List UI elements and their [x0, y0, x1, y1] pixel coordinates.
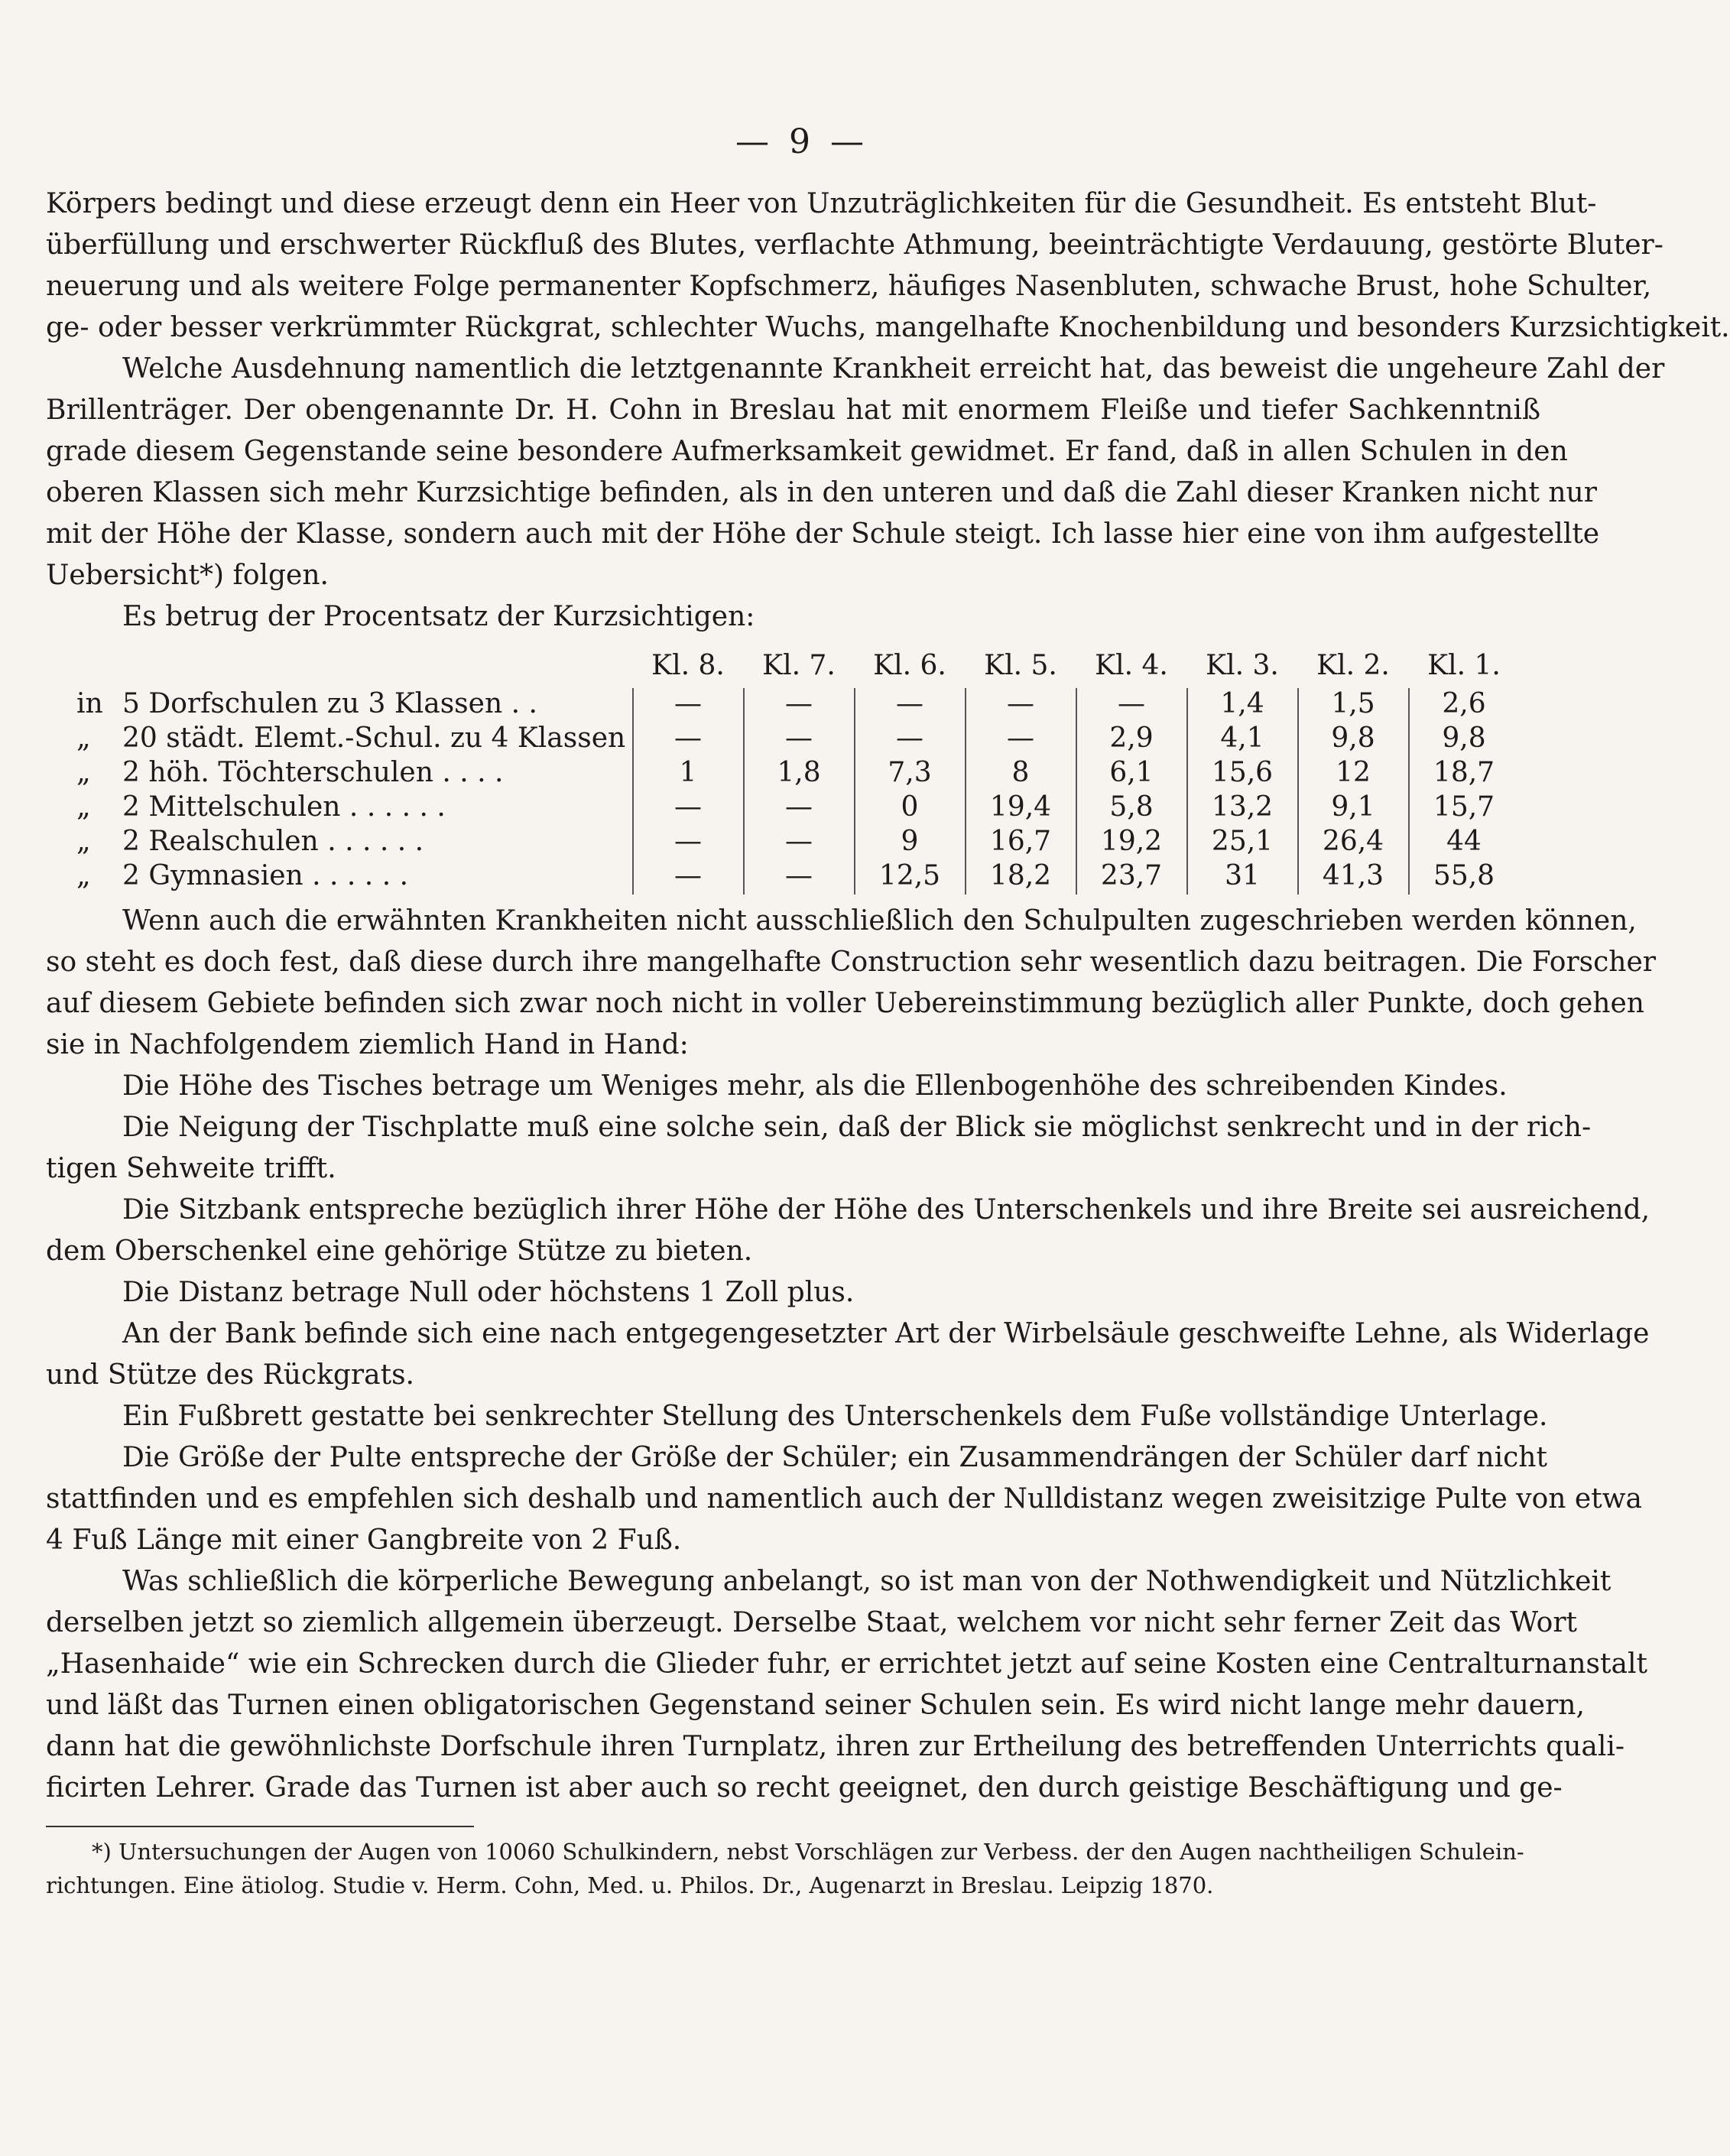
table-cell: 12,5 — [878, 860, 941, 891]
row-label: 2 Realschulen . . . . . . — [122, 826, 424, 857]
table-cell: — — [896, 722, 923, 754]
table-cell: 41,3 — [1322, 860, 1384, 891]
footnote-line: *) Untersuchungen der Augen von 10060 Schulkindern, nebst Vorschlägen zur Verbess. der den Augen nachtheiligen Schulein- — [92, 1839, 1524, 1865]
table-header-cell: Kl. 6. — [873, 650, 946, 681]
table-cell: 16,7 — [989, 826, 1052, 857]
table-cell: 15,7 — [1433, 791, 1495, 823]
table-cell: — — [674, 860, 702, 891]
table-cell: 9 — [901, 826, 919, 857]
table-cell: 4,1 — [1220, 722, 1264, 754]
table-cell: 9,8 — [1331, 722, 1375, 754]
table-column-rule — [1076, 688, 1077, 895]
table-cell: — — [1118, 688, 1145, 719]
intro-text — [46, 183, 1730, 638]
table-column-rule — [743, 688, 745, 895]
table-cell: 1,5 — [1331, 688, 1375, 719]
table-column-rule — [854, 688, 855, 895]
table-cell: 44 — [1446, 826, 1482, 857]
text-line: Die Höhe des Tisches betrage um Weniges mehr, als die Ellenbogenhöhe des schreibenden Kindes. — [122, 1070, 1508, 1102]
text-line: Es betrug der Procentsatz der Kurzsichtigen: — [122, 601, 755, 632]
table-header-row — [46, 650, 1540, 688]
text-line: ficirten Lehrer. Grade das Turnen ist aber auch so recht geeignet, den durch geistige Beschäftigung und ge- — [46, 1772, 1563, 1804]
table-cell: 18,2 — [989, 860, 1052, 891]
table-cell: — — [785, 688, 813, 719]
table-row — [46, 826, 1540, 864]
table-cell: 31 — [1225, 860, 1260, 891]
ditto-mark: in — [76, 688, 103, 719]
text-line: stattfinden und es empfehlen sich deshalb und namentlich auch der Nulldistanz wegen zweisitzige Pulte von etwa — [46, 1483, 1642, 1515]
table-cell: 18,7 — [1433, 757, 1495, 788]
table-cell: — — [785, 826, 813, 857]
table-cell: 12 — [1336, 757, 1371, 788]
text-line: Was schließlich die körperliche Bewegung anbelangt, so ist man von der Nothwendigkeit und Nützlichkeit — [122, 1566, 1612, 1597]
row-label: 20 städt. Elemt.-Schul. zu 4 Klassen — [122, 722, 626, 754]
table-cell: 7,3 — [888, 757, 932, 788]
footnote-line: richtungen. Eine ätiolog. Studie v. Herm. Cohn, Med. u. Philos. Dr., Augenarzt in Breslau. Leipzig 1870. — [46, 1872, 1214, 1898]
table-cell: 8 — [1011, 757, 1030, 788]
table-header-cell: Kl. 3. — [1206, 650, 1279, 681]
table-cell: — — [785, 722, 813, 754]
text-line: Brillenträger. Der obengenannte Dr. H. Cohn in Breslau hat mit enormem Fleiße und tiefer Sachkenntniß — [46, 395, 1540, 426]
table-cell: 25,1 — [1211, 826, 1274, 857]
table-cell: 2,6 — [1442, 688, 1486, 719]
table-cell: — — [896, 688, 923, 719]
ditto-mark: „ — [76, 722, 91, 754]
text-line: oberen Klassen sich mehr Kurzsichtige befinden, als in den unteren und daß die Zahl dieser Kranken nicht nur — [46, 477, 1597, 508]
table-cell: — — [1007, 722, 1034, 754]
table-header-cell: Kl. 8. — [651, 650, 725, 681]
text-line: neuerung und als weitere Folge permanenter Kopfschmerz, häufiges Nasenbluten, schwache Brust, hohe Schulter, — [46, 271, 1652, 302]
table-cell: 23,7 — [1100, 860, 1163, 891]
text-line: dann hat die gewöhnlichste Dorfschule ihren Turnplatz, ihren zur Ertheilung des betreffenden Unterrichts quali- — [46, 1731, 1625, 1762]
table-header-cell: Kl. 2. — [1316, 650, 1390, 681]
text-line: An der Bank befinde sich eine nach entgegengesetzter Art der Wirbelsäule geschweifte Lehne, als Widerlage — [122, 1318, 1650, 1349]
table-cell: 55,8 — [1433, 860, 1495, 891]
table-row — [46, 757, 1540, 795]
ditto-mark: „ — [76, 826, 91, 857]
row-label: 5 Dorfschulen zu 3 Klassen . . — [122, 688, 537, 719]
table-cell: 5,8 — [1109, 791, 1154, 823]
table-cell: 19,4 — [989, 791, 1052, 823]
body-text — [46, 901, 1656, 1809]
table-column-rule — [1186, 688, 1188, 895]
table-cell: 6,1 — [1109, 757, 1154, 788]
table-cell: — — [785, 791, 813, 823]
row-label: 2 höh. Töchterschulen . . . . — [122, 757, 504, 788]
table-cell: 26,4 — [1322, 826, 1384, 857]
text-line: derselben jetzt so ziemlich allgemein überzeugt. Derselbe Staat, welchem vor nicht sehr ferner Zeit das Wort — [46, 1607, 1578, 1638]
table-row — [46, 791, 1540, 830]
text-line: 4 Fuß Länge mit einer Gangbreite von 2 Fuß. — [46, 1524, 682, 1556]
text-line: Ein Fußbrett gestatte bei senkrechter Stellung des Unterschenkels dem Fuße vollständige Unterlage. — [122, 1401, 1548, 1432]
table-cell: 1 — [679, 757, 697, 788]
table-cell: 19,2 — [1100, 826, 1163, 857]
table-cell: 2,9 — [1109, 722, 1154, 754]
text-line: auf diesem Gebiete befinden sich zwar noch nicht in voller Uebereinstimmung bezüglich aller Punkte, doch gehen — [46, 988, 1644, 1019]
table-cell: — — [674, 688, 702, 719]
row-label: 2 Gymnasien . . . . . . — [122, 860, 409, 891]
table-cell: — — [674, 826, 702, 857]
text-line: tigen Sehweite trifft. — [46, 1153, 336, 1184]
table-cell: 13,2 — [1211, 791, 1274, 823]
ditto-mark: „ — [76, 860, 91, 891]
table-header-cell: Kl. 4. — [1095, 650, 1168, 681]
table-header-cell: Kl. 1. — [1427, 650, 1501, 681]
text-line: Wenn auch die erwähnten Krankheiten nicht ausschließlich den Schulpulten zugeschrieben werden können, — [122, 905, 1637, 937]
table-cell: 0 — [901, 791, 919, 823]
text-line: Die Distanz betrage Null oder höchstens 1 Zoll plus. — [122, 1277, 855, 1308]
text-line: überfüllung und erschwerter Rückfluß des Blutes, verflachte Athmung, beeinträchtigte Verdauung, gestörte Bluter- — [46, 229, 1663, 261]
footnote — [46, 1835, 1540, 1902]
table-header-cell: Kl. 5. — [984, 650, 1057, 681]
table-header-cell: Kl. 7. — [762, 650, 836, 681]
text-line: grade diesem Gegenstande seine besondere Aufmerksamkeit gewidmet. Er fand, daß in allen Schulen in den — [46, 436, 1568, 467]
table-cell: 1,8 — [777, 757, 821, 788]
text-line: Körpers bedingt und diese erzeugt denn ein Heer von Unzuträglichkeiten für die Gesundheit. Es entsteht Blut- — [46, 188, 1597, 219]
table-cell: 9,8 — [1442, 722, 1486, 754]
text-line: Die Sitzbank entspreche bezüglich ihrer Höhe der Höhe des Unterschenkels und ihre Breite sei ausreichend, — [122, 1194, 1650, 1226]
table-column-rule — [632, 688, 634, 895]
text-line: und läßt das Turnen einen obligatorischen Gegenstand seiner Schulen sein. Es wird nicht lange mehr dauern, — [46, 1690, 1585, 1721]
table-column-rule — [1408, 688, 1410, 895]
table-cell: 1,4 — [1220, 688, 1264, 719]
ditto-mark: „ — [76, 757, 91, 788]
table-cell: 15,6 — [1211, 757, 1274, 788]
text-line: und Stütze des Rückgrats. — [46, 1359, 414, 1391]
table-row — [46, 688, 1540, 726]
text-line: ge- oder besser verkrümmter Rückgrat, schlechter Wuchs, mangelhafte Knochenbildung und besonders Kurzsichtigkeit. — [46, 312, 1730, 343]
table-row — [46, 860, 1540, 898]
ditto-mark: „ — [76, 791, 91, 823]
table-cell: — — [1007, 688, 1034, 719]
text-line: Welche Ausdehnung namentlich die letztgenannte Krankheit erreicht hat, das beweist die ungeheure Zahl der — [122, 353, 1665, 385]
text-line: so steht es doch fest, daß diese durch ihre mangelhafte Construction sehr wesentlich dazu beitragen. Die Forscher — [46, 946, 1656, 978]
page-number: — 9 — — [735, 122, 868, 161]
text-line: dem Oberschenkel eine gehörige Stütze zu bieten. — [46, 1235, 753, 1267]
text-line: Die Neigung der Tischplatte muß eine solche sein, daß der Blick sie möglichst senkrecht und in der rich- — [122, 1112, 1592, 1143]
table-column-rule — [1297, 688, 1299, 895]
table-cell: 9,1 — [1331, 791, 1375, 823]
text-line: „Hasenhaide“ wie ein Schrecken durch die Glieder fuhr, er errichtet jetzt auf seine Kosten eine Centralturnanstalt — [46, 1648, 1647, 1680]
table-column-rule — [965, 688, 966, 895]
row-label: 2 Mittelschulen . . . . . . — [122, 791, 446, 823]
text-line: Uebersicht*) folgen. — [46, 560, 329, 591]
table-cell: — — [785, 860, 813, 891]
table-cell: — — [674, 722, 702, 754]
text-line: sie in Nachfolgendem ziemlich Hand in Hand: — [46, 1029, 689, 1060]
text-line: Die Größe der Pulte entspreche der Größe der Schüler; ein Zusammendrängen der Schüler darf nicht — [122, 1442, 1547, 1473]
footnote-divider — [46, 1826, 474, 1827]
table-row — [46, 722, 1540, 761]
text-line: mit der Höhe der Klasse, sondern auch mit der Höhe der Schule steigt. Ich lasse hier eine von ihm aufgestellte — [46, 518, 1600, 550]
table-cell: — — [674, 791, 702, 823]
